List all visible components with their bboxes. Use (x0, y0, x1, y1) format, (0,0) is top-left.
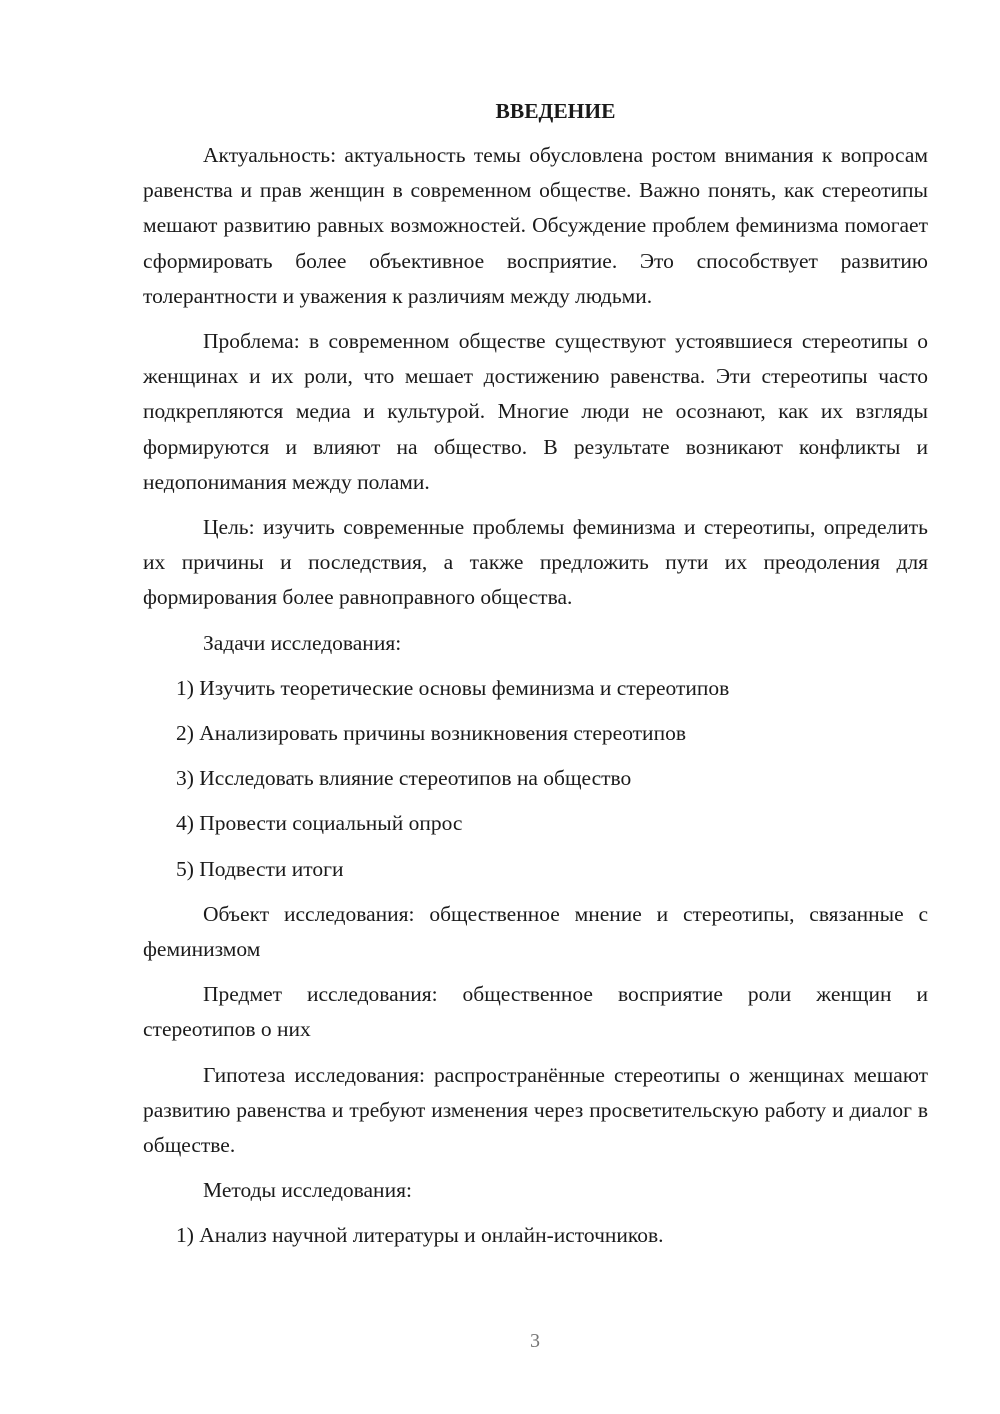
relevance-paragraph: Актуальность: актуальность темы обусловлена ростом внимания к вопросам равенства и прав женщин в современном обществе. Важно понять, как стереотипы мешают развитию равных возможностей. Обсуждение проблем феминизма помогает сформировать более объективное восприятие. Это способствует развитию толерантности и уважения к различиям между людьми. (143, 143, 928, 308)
page-number: 3 (530, 1330, 540, 1352)
list-item: 1) Анализ научной литературы и онлайн-источников. (176, 1223, 664, 1248)
problem-paragraph: Проблема: в современном обществе существуют устоявшиеся стереотипы о женщинах и их роли, что мешает достижению равенства. Эти стереотипы часто подкрепляются медиа и культурой. Многие люди не осознают, как их взгляды формируются и влияют на общество. В результате возникают конфликты и недопонимания между полами. (143, 329, 928, 494)
subject-paragraph: Предмет исследования: общественное восприятие роли женщин и стереотипов о них (143, 982, 928, 1042)
list-item: 5) Подвести итоги (176, 856, 344, 881)
section-heading: ВВЕДЕНИЕ (495, 99, 616, 123)
list-item: 2) Анализировать причины возникновения стереотипов (176, 721, 686, 746)
methods-heading: Методы исследования: (203, 1178, 412, 1203)
tasks-list (143, 671, 928, 887)
list-item: 3) Исследовать влияние стереотипов на общество (176, 766, 632, 791)
tasks-heading: Задачи исследования: (203, 630, 402, 655)
document-page (143, 94, 928, 1264)
list-item: 1) Изучить теоретические основы феминизма и стереотипов (176, 675, 730, 700)
methods-list (143, 1218, 928, 1253)
object-paragraph: Объект исследования: общественное мнение и стереотипы, связанные с феминизмом (143, 901, 928, 962)
goal-paragraph: Цель: изучить современные проблемы феминизма и стереотипы, определить их причины и последствия, а также предложить пути их преодоления для формирования более равноправного общества. (143, 515, 928, 610)
hypothesis-paragraph: Гипотеза исследования: распространённые стереотипы о женщинах мешают развитию равенства и требуют изменения через просветительскую работу и диалог в обществе. (143, 1062, 928, 1158)
list-item: 4) Провести социальный опрос (176, 811, 463, 836)
